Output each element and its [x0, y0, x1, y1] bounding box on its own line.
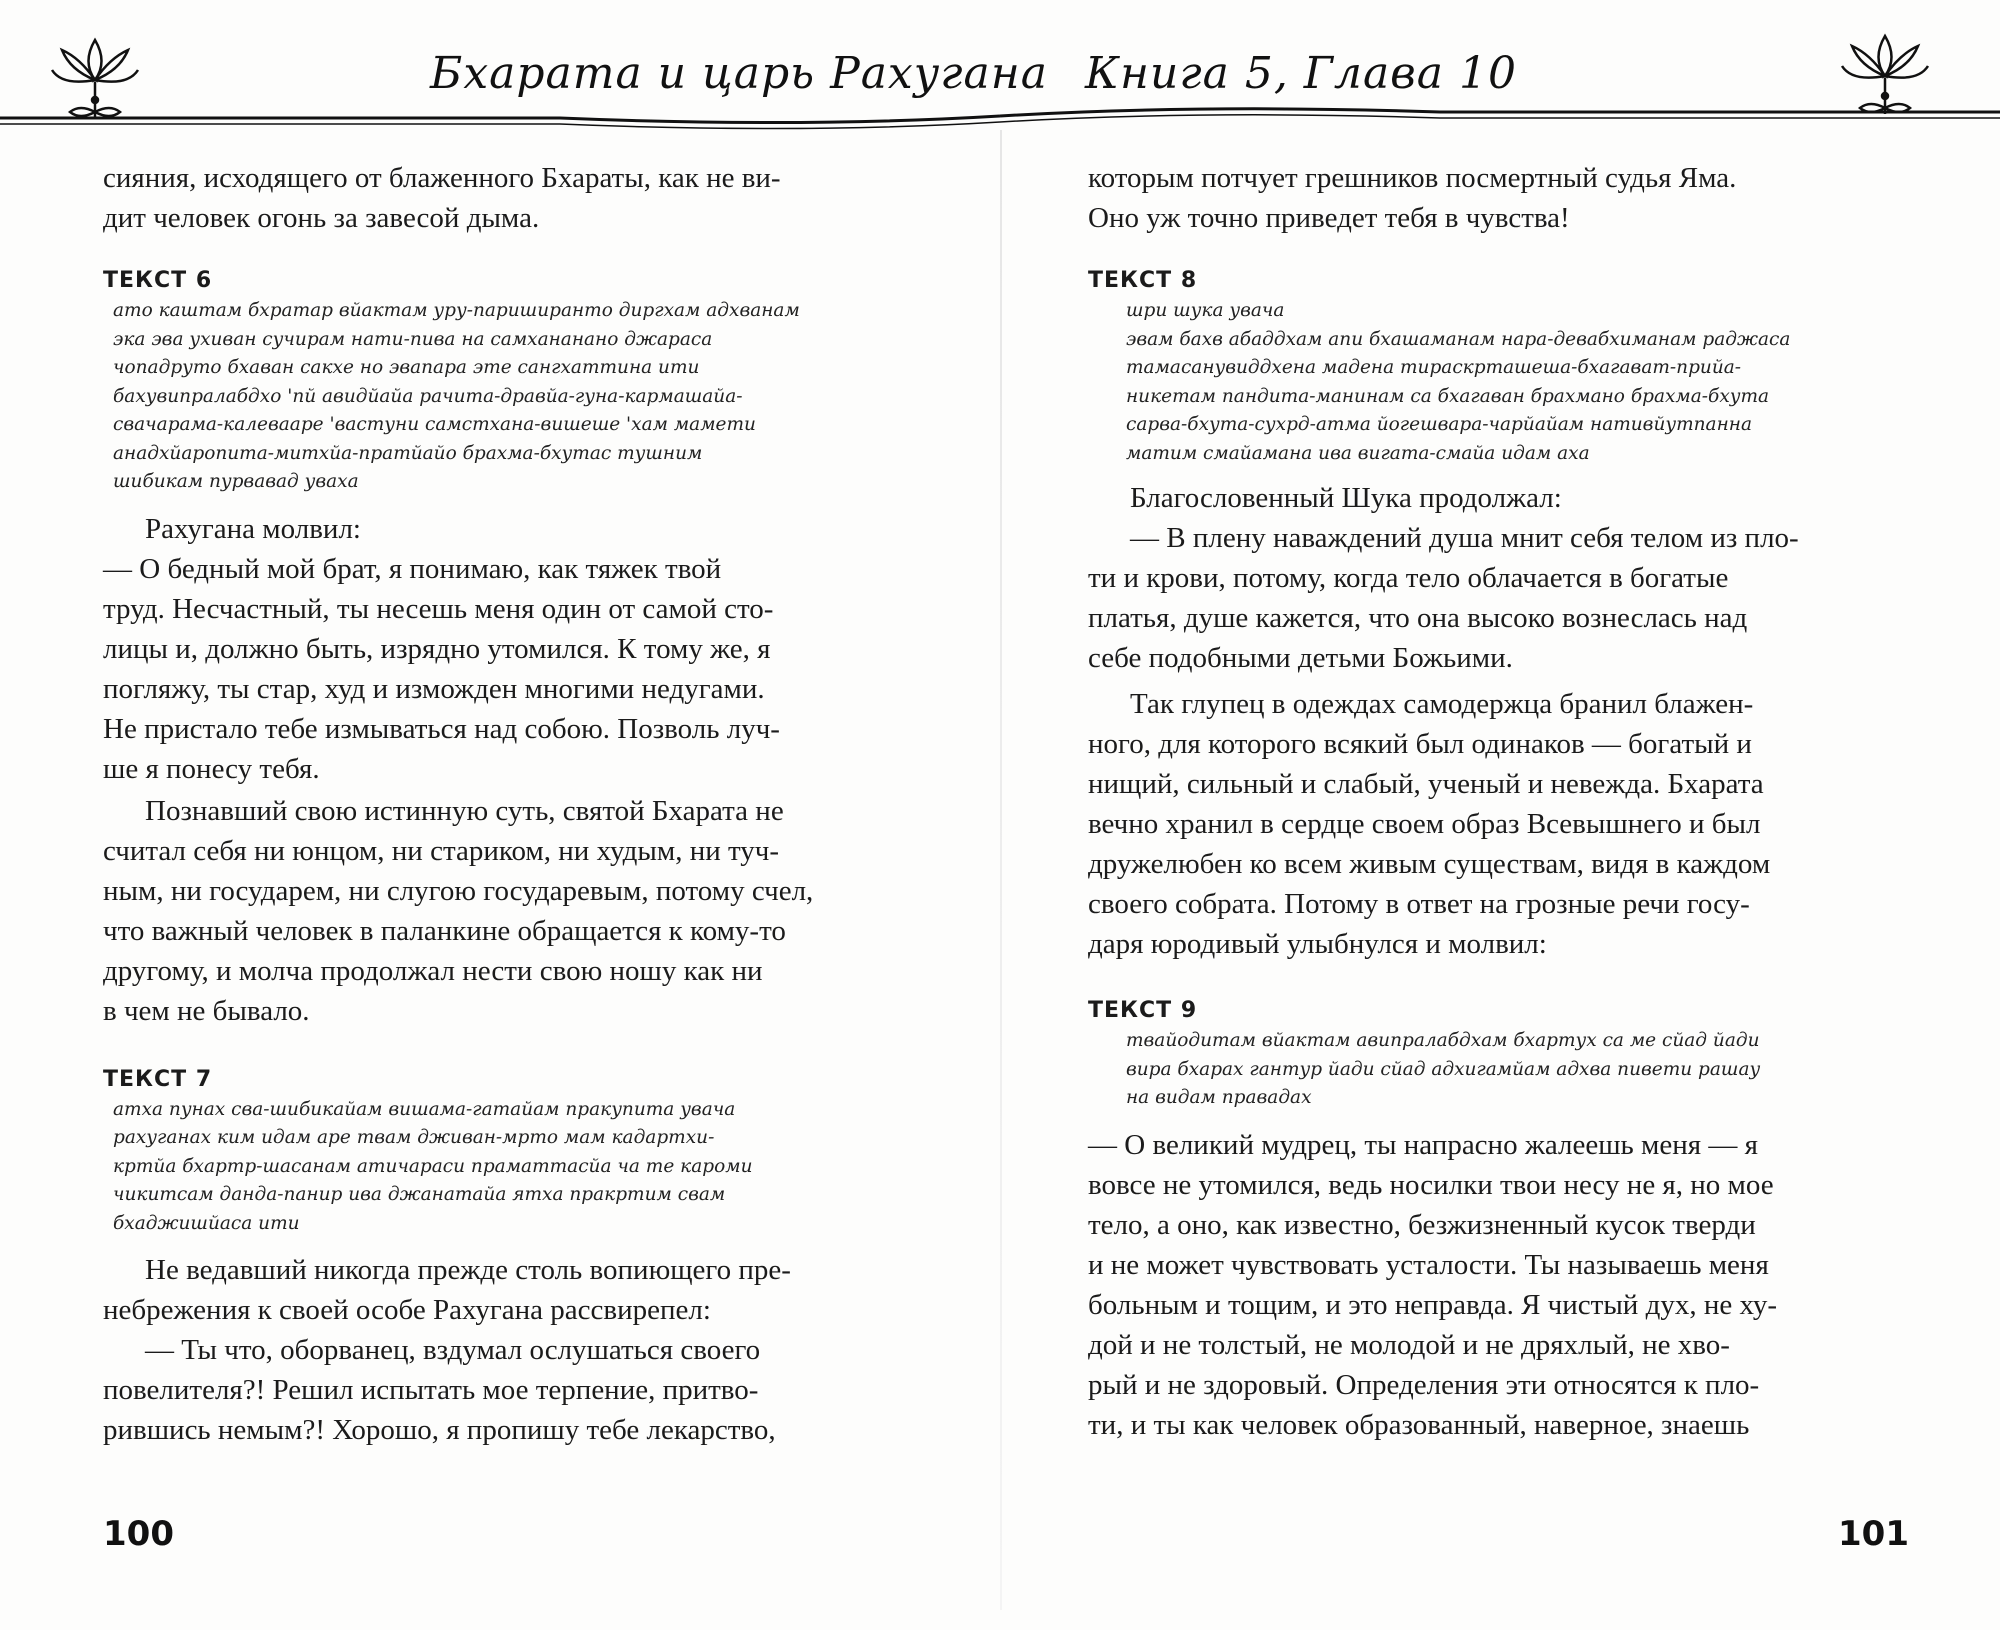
text-line: дит человек огонь за завесой дыма. [103, 202, 540, 234]
verse-line: эка эва ухиван сучирам нати-пива на самхананано джараса [113, 328, 713, 350]
text-line: даря юродивый улыбнулся и молвил: [1088, 928, 1547, 960]
text-line: вечно хранил в сердце своем образ Всевышнего и был [1088, 808, 1761, 840]
text-line: ти и крови, потому, когда тело облачается в богатые [1088, 562, 1729, 594]
text-line: дружелюбен ко всем живым существам, видя в каждом [1088, 848, 1771, 880]
text7-verse [103, 1096, 903, 1239]
text-line: дой и не толстый, не молодой и не дряхлый, не хво- [1088, 1328, 1730, 1361]
text-line: другому, и молча продолжал нести свою ношу как ни [103, 954, 763, 987]
text-line: Не ведавший никогда прежде столь вопиющего пре- [145, 1254, 791, 1286]
verse-line: бхаджишйаса ити [113, 1212, 300, 1234]
paragraph [1088, 478, 1888, 518]
text-line: в чем не бывало. [103, 994, 310, 1027]
verse-line: тамасанувиддхена мадена тираскрташеша-бхагават-прийа- [1126, 357, 1742, 378]
left-page [103, 158, 903, 1450]
text6-verse [103, 297, 903, 497]
text-line: тело, а оно, как известно, безжизненный кусок тверди [1088, 1208, 1756, 1241]
text9-heading: ТЕКСТ 9 [1088, 998, 1198, 1023]
text-line: — В плену наваждений душа мнит себя телом из пло- [1130, 522, 1799, 554]
verse-line: ато каштам бхратар вйактам уру-париширанто диргхам адхванам [113, 300, 800, 321]
header-rule-right [1000, 109, 2000, 116]
opening-paragraph [103, 158, 903, 238]
verse-line: вира бхарах гантур йади сйад адхигамйам адхва пивети рашау [1126, 1058, 1761, 1080]
page-gutter [1000, 130, 1002, 1610]
text-line: — О бедный мой брат, я понимаю, как тяжек твой [103, 552, 722, 585]
text-line: себе подобными детьми Божьими. [1088, 642, 1513, 674]
text-line: вовсе не утомился, ведь носилки твои несу не я, но мое [1088, 1168, 1774, 1201]
text-line: нищий, сильный и слабый, ученый и невежда. Бхарата [1088, 768, 1764, 800]
text6-heading: ТЕКСТ 6 [103, 268, 213, 293]
page-number-left: 100 [103, 1514, 174, 1554]
text7-heading: ТЕКСТ 7 [103, 1066, 213, 1092]
verse-line: атха пунах сва-шибикайам вишама-гатайам пракупита увача [113, 1098, 736, 1120]
paragraph [1088, 684, 1888, 964]
verse-line: матим смайамана ива вигата-смайа идам аха [1126, 442, 1590, 464]
verse-line: эвам бахв абаддхам апи бхашаманам нара-девабхиманам раджаса [1126, 328, 1791, 350]
running-title-right: Книга 5, Глава 10 [1085, 48, 1517, 99]
paragraph [103, 1330, 903, 1450]
text-line: больным и тощим, и это неправда. Я чистый дух, не ху- [1088, 1288, 1778, 1321]
verse-line: рахуганах ким идам аре твам дживан-мрто мам кадартхи- [113, 1127, 715, 1148]
text-line: небрежения к своей особе Рахугана рассвирепел: [103, 1294, 711, 1326]
verse-line: сарва-бхута-сухрд-атма йогешвара-чарйайам нативйутпанна [1126, 414, 1752, 435]
verse-line: анадхйаропита-митхйа-пратйайо брахма-бхутас тушним [113, 442, 703, 464]
verse-line: кртйа бхартр-шасанам атичараси праматтасйа ча те кароми [113, 1155, 753, 1177]
text-line: ти, и ты как человек образованный, наверное, знаешь [1088, 1408, 1750, 1441]
paragraph [103, 791, 903, 1031]
verse-line: твайодитам вйактам авипралабдхам бхартух са ме сйад йади [1126, 1030, 1760, 1051]
text-line: лицы и, должно быть, изрядно утомился. К тому же, я [103, 632, 771, 665]
opening-paragraph [1088, 158, 1888, 238]
text-line: Рахугана молвил: [145, 512, 361, 545]
text-line: платья, душе кажется, что она высоко вознеслась над [1088, 602, 1748, 634]
text-line: Оно уж точно приведет тебя в чувства! [1088, 202, 1570, 234]
lotus-left-icon [52, 40, 138, 118]
paragraph [103, 1250, 903, 1330]
text-line: рившись немым?! Хорошо, я пропишу тебе лекарство, [103, 1414, 776, 1446]
paragraph [103, 549, 903, 789]
verse-line: шри шука увача [1126, 300, 1285, 321]
text-line: Не пристало тебе измываться над собою. Позволь луч- [103, 712, 780, 745]
text-line: — О великий мудрец, ты напрасно жалеешь меня — я [1088, 1128, 1758, 1161]
text-line: ше я понесу тебя. [103, 752, 320, 785]
lotus-right-icon [1842, 36, 1928, 114]
text-line: Познавший свою истинную суть, святой Бхарата не [145, 794, 784, 827]
paragraph [1088, 518, 1888, 678]
verse-line: чикитсам данда-панир ива джанатайа ятха пракртим свам [113, 1184, 726, 1205]
verse-line: свачарама-калевааре 'вастуни самстхана-вишеше 'хам мамети [113, 414, 756, 435]
text-line: погляжу, ты стар, худ и изможден многими недугами. [103, 672, 765, 705]
text8-heading: ТЕКСТ 8 [1088, 268, 1198, 293]
text-line: повелителя?! Решил испытать мое терпение, притво- [103, 1374, 759, 1406]
text-line: сияния, исходящего от блаженного Бхараты, как не ви- [103, 162, 781, 194]
text-line: своего собрата. Потому в ответ на грозные речи госу- [1088, 888, 1750, 920]
verse-line: шибикам пурвавад уваха [113, 471, 359, 492]
text-line: и не может чувствовать усталости. Ты называешь меня [1088, 1248, 1769, 1281]
verse-line: никетам пандита-манинам са бхагаван брахмано брахма-бхута [1126, 385, 1770, 407]
text-line: ного, для которого всякий был одинаков — богатый и [1088, 728, 1752, 760]
running-title-left: Бхарата и царь Рахугана [430, 48, 1048, 99]
paragraph [1088, 1125, 1888, 1445]
text-line: считал себя ни юнцом, ни стариком, ни худым, ни туч- [103, 834, 780, 867]
verse-line: на видам правадах [1126, 1087, 1312, 1108]
verse-line: бахувипралабдхо 'пй авидйайа рачита-дравйа-гуна-кармашайа- [113, 385, 743, 407]
page-number-right: 101 [1838, 1514, 1909, 1554]
paragraph [103, 509, 903, 549]
header-rule-left [0, 116, 1000, 123]
text8-verse [1088, 297, 1888, 468]
text-line: которым потчует грешников посмертный судья Яма. [1088, 162, 1737, 194]
text-line: — Ты что, оборванец, вздумал ослушаться своего [145, 1334, 761, 1366]
text-line: Так глупец в одеждах самодержца бранил блажен- [1130, 688, 1754, 720]
right-page [1088, 158, 1888, 1445]
text9-verse [1088, 1027, 1888, 1113]
text-line: Благословенный Шука продолжал: [1130, 482, 1562, 514]
text-line: ным, ни государем, ни слугою государевым, потому счел, [103, 874, 814, 907]
text-line: труд. Несчастный, ты несешь меня один от самой сто- [103, 592, 774, 625]
verse-line: чопадруто бхаван сакхе но эвапара эте сангхаттина ити [113, 357, 700, 378]
text-line: рый и не здоровый. Определения эти относятся к пло- [1088, 1368, 1760, 1401]
text-line: что важный человек в паланкине обращается к кому-то [103, 914, 786, 947]
